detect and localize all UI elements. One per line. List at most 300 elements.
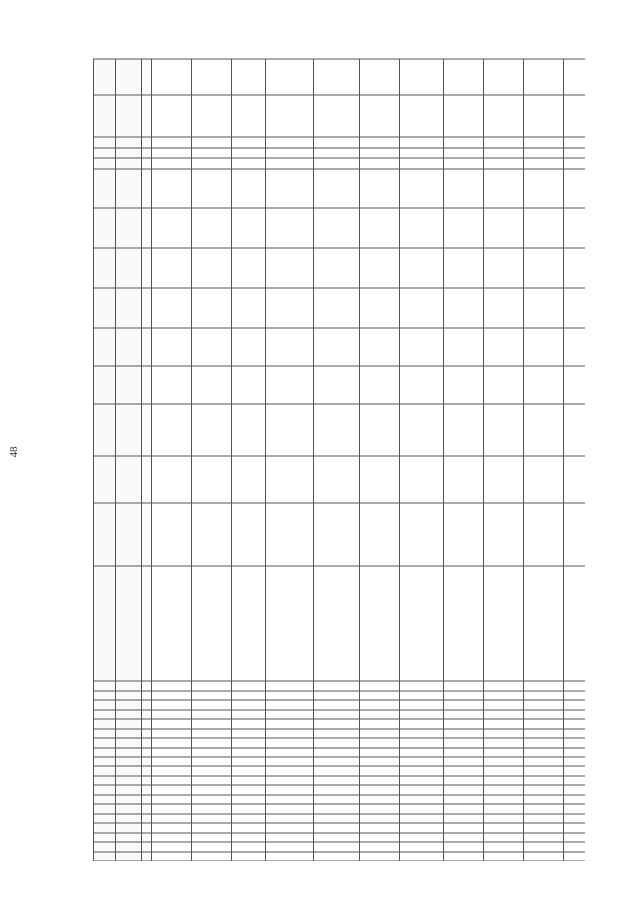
table-cell	[444, 328, 484, 366]
table-cell	[564, 59, 586, 95]
table-header-cell	[94, 95, 116, 137]
table-cell	[564, 728, 586, 737]
table-cell	[360, 502, 400, 565]
table-cell	[266, 700, 314, 709]
table-cell	[524, 208, 564, 248]
table-header-cell	[116, 757, 142, 766]
table-cell	[484, 813, 524, 822]
table-cell	[400, 403, 444, 456]
table-cell	[314, 775, 360, 784]
table-cell	[524, 719, 564, 728]
table-cell	[360, 366, 400, 404]
table-cell	[192, 728, 232, 737]
table-cell	[152, 288, 192, 328]
table-header-cell	[94, 728, 116, 737]
column-number-cell	[142, 95, 152, 137]
table-cell	[524, 757, 564, 766]
table-cell	[360, 690, 400, 699]
table-cell	[232, 813, 266, 822]
table-header-cell	[94, 328, 116, 366]
table-cell	[314, 502, 360, 565]
table-cell	[360, 681, 400, 690]
table-header-cell	[116, 168, 142, 208]
table-cell	[152, 785, 192, 794]
table-cell	[564, 168, 586, 208]
table-cell	[400, 168, 444, 208]
table-header-cell	[116, 842, 142, 851]
table-cell	[314, 794, 360, 803]
column-number-cell	[142, 813, 152, 822]
table-cell	[524, 709, 564, 718]
table-row	[314, 59, 360, 861]
table-cell	[152, 366, 192, 404]
table-cell	[564, 95, 586, 137]
table-cell	[192, 456, 232, 502]
table-cell	[400, 137, 444, 148]
table-cell	[484, 681, 524, 690]
column-number-cell	[142, 137, 152, 148]
table-cell	[314, 147, 360, 158]
table-header-cell	[116, 766, 142, 775]
table-cell	[564, 565, 586, 681]
table-header-cell	[116, 775, 142, 784]
table-header-cell	[116, 813, 142, 822]
table-cell	[564, 366, 586, 404]
table-cell	[400, 158, 444, 169]
table-cell	[266, 709, 314, 718]
column-number-cell	[142, 248, 152, 288]
table-cell	[444, 823, 484, 832]
table-cell	[444, 288, 484, 328]
table-cell	[192, 700, 232, 709]
table-header-cell	[116, 794, 142, 803]
table-cell	[232, 288, 266, 328]
table-cell	[232, 719, 266, 728]
table-cell	[314, 168, 360, 208]
table-cell	[444, 842, 484, 851]
table-cell	[192, 158, 232, 169]
table-cell	[484, 757, 524, 766]
column-number-cell	[142, 288, 152, 328]
table-cell	[314, 813, 360, 822]
table-cell	[564, 328, 586, 366]
table-cell	[314, 208, 360, 248]
table-cell	[314, 700, 360, 709]
table-cell	[564, 681, 586, 690]
table-cell	[232, 502, 266, 565]
table-cell	[266, 766, 314, 775]
table-cell	[266, 208, 314, 248]
table-cell	[360, 813, 400, 822]
table-header-cell	[116, 158, 142, 169]
table-cell	[484, 456, 524, 502]
table-cell	[192, 738, 232, 747]
table-header-cell	[94, 700, 116, 709]
table-cell	[524, 804, 564, 813]
table-cell	[192, 832, 232, 841]
column-number-cell	[142, 832, 152, 841]
table-header-cell	[116, 681, 142, 690]
table-cell	[192, 757, 232, 766]
table-row	[266, 59, 314, 861]
table-cell	[314, 757, 360, 766]
table-cell	[192, 804, 232, 813]
table-cell	[564, 851, 586, 860]
table-cell	[360, 747, 400, 756]
table-cell	[232, 95, 266, 137]
table-cell	[360, 719, 400, 728]
table-cell	[400, 700, 444, 709]
table-cell	[232, 565, 266, 681]
table-cell	[360, 95, 400, 137]
table-header-cell	[94, 158, 116, 169]
table-cell	[152, 794, 192, 803]
column-number-cell	[142, 757, 152, 766]
table-cell	[314, 158, 360, 169]
table-cell	[192, 690, 232, 699]
table-header-cell	[116, 288, 142, 328]
table-cell	[266, 794, 314, 803]
table-cell	[400, 502, 444, 565]
table-cell	[564, 747, 586, 756]
table-cell	[152, 168, 192, 208]
column-number-cell	[142, 794, 152, 803]
table-cell	[400, 738, 444, 747]
table-cell	[314, 690, 360, 699]
table-cell	[400, 823, 444, 832]
table-cell	[400, 288, 444, 328]
rotated-table-container	[93, 58, 585, 861]
table-cell	[564, 208, 586, 248]
table-cell	[524, 785, 564, 794]
table-cell	[564, 403, 586, 456]
table-header-cell	[94, 168, 116, 208]
table-cell	[152, 728, 192, 737]
table-cell	[266, 738, 314, 747]
table-cell	[524, 766, 564, 775]
table-cell	[564, 248, 586, 288]
table-cell	[152, 59, 192, 95]
table-cell	[152, 137, 192, 148]
table-cell	[360, 208, 400, 248]
table-header-cell	[116, 137, 142, 148]
table-cell	[444, 565, 484, 681]
table-cell	[564, 690, 586, 699]
table-row	[484, 59, 524, 861]
table-header-cell	[94, 288, 116, 328]
table-cell	[484, 775, 524, 784]
table-cell	[266, 747, 314, 756]
table-cell	[192, 842, 232, 851]
table-cell	[152, 328, 192, 366]
table-cell	[266, 502, 314, 565]
table-cell	[360, 794, 400, 803]
table-cell	[266, 775, 314, 784]
table-cell	[400, 775, 444, 784]
table-cell	[266, 728, 314, 737]
table-header-cell	[94, 823, 116, 832]
table-cell	[524, 832, 564, 841]
column-number-cell	[142, 147, 152, 158]
table-cell	[564, 823, 586, 832]
table-cell	[232, 681, 266, 690]
table-cell	[564, 785, 586, 794]
table-cell	[564, 147, 586, 158]
table-cell	[152, 502, 192, 565]
table-row	[232, 59, 266, 861]
table-cell	[444, 757, 484, 766]
table-cell	[266, 832, 314, 841]
column-number-cell	[142, 766, 152, 775]
table-cell	[360, 842, 400, 851]
table-header-cell	[94, 709, 116, 718]
table-cell	[444, 147, 484, 158]
table-cell	[232, 832, 266, 841]
table-cell	[400, 804, 444, 813]
table-cell	[524, 775, 564, 784]
table-cell	[192, 766, 232, 775]
table-cell	[444, 728, 484, 737]
table-cell	[524, 147, 564, 158]
table-header-cell	[116, 59, 142, 95]
table-cell	[524, 366, 564, 404]
table-cell	[484, 719, 524, 728]
table-cell	[484, 794, 524, 803]
table-cell	[564, 700, 586, 709]
table-cell	[232, 59, 266, 95]
table-header-cell	[94, 842, 116, 851]
table-cell	[232, 775, 266, 784]
table-cell	[266, 785, 314, 794]
table-cell	[314, 738, 360, 747]
table-cell	[266, 95, 314, 137]
table-header-cell	[94, 785, 116, 794]
table-cell	[400, 757, 444, 766]
table-cell	[192, 95, 232, 137]
table-cell	[152, 208, 192, 248]
table-cell	[192, 366, 232, 404]
table-cell	[524, 794, 564, 803]
table-cell	[444, 137, 484, 148]
table-cell	[232, 328, 266, 366]
table-cell	[232, 403, 266, 456]
table-cell	[444, 719, 484, 728]
table-cell	[484, 95, 524, 137]
table-cell	[524, 158, 564, 169]
column-number-cell	[142, 738, 152, 747]
table-cell	[152, 147, 192, 158]
table-cell	[400, 690, 444, 699]
table-cell	[564, 813, 586, 822]
table-cell	[400, 565, 444, 681]
column-number-cell	[142, 158, 152, 169]
table-row	[192, 59, 232, 861]
table-cell	[524, 328, 564, 366]
table-cell	[314, 366, 360, 404]
table-cell	[192, 208, 232, 248]
table-cell	[360, 328, 400, 366]
table-cell	[314, 719, 360, 728]
table-cell	[266, 851, 314, 860]
column-number-cell	[142, 366, 152, 404]
table-cell	[400, 719, 444, 728]
table-cell	[444, 775, 484, 784]
table-cell	[400, 785, 444, 794]
table-cell	[192, 137, 232, 148]
table-cell	[524, 842, 564, 851]
table-cell	[400, 747, 444, 756]
table-cell	[524, 747, 564, 756]
table-cell	[314, 95, 360, 137]
table-cell	[524, 95, 564, 137]
table-cell	[232, 738, 266, 747]
table-cell	[192, 775, 232, 784]
table-cell	[484, 59, 524, 95]
table-cell	[524, 565, 564, 681]
table-cell	[360, 403, 400, 456]
table-header-cell	[94, 59, 116, 95]
table-cell	[232, 147, 266, 158]
table-cell	[152, 248, 192, 288]
table-cell	[444, 709, 484, 718]
table-cell	[444, 59, 484, 95]
column-number-cell	[142, 502, 152, 565]
table-cell	[564, 766, 586, 775]
column-number-cell	[142, 775, 152, 784]
table-cell	[564, 709, 586, 718]
table-cell	[266, 719, 314, 728]
table-cell	[266, 59, 314, 95]
table-header-cell	[94, 851, 116, 860]
table-cell	[232, 137, 266, 148]
table-cell	[360, 248, 400, 288]
table-cell	[564, 804, 586, 813]
table-cell	[484, 288, 524, 328]
table-cell	[484, 842, 524, 851]
table-cell	[192, 328, 232, 366]
table-cell	[444, 851, 484, 860]
table-cell	[360, 766, 400, 775]
table-cell	[192, 794, 232, 803]
table-cell	[314, 137, 360, 148]
table-cell	[564, 775, 586, 784]
table-cell	[266, 842, 314, 851]
table-cell	[152, 842, 192, 851]
table-cell	[484, 502, 524, 565]
table-cell	[314, 804, 360, 813]
table-cell	[400, 709, 444, 718]
table-cell	[484, 248, 524, 288]
table-cell	[484, 804, 524, 813]
page-number: 48	[8, 446, 20, 458]
table-header-cell	[94, 766, 116, 775]
table-cell	[400, 681, 444, 690]
table-cell	[444, 502, 484, 565]
table-cell	[232, 690, 266, 699]
table-cell	[484, 208, 524, 248]
table-cell	[266, 456, 314, 502]
table-cell	[232, 168, 266, 208]
table-cell	[314, 288, 360, 328]
table-cell	[444, 738, 484, 747]
column-number-cell	[142, 747, 152, 756]
table-cell	[524, 851, 564, 860]
table-cell	[400, 832, 444, 841]
column-number-cell	[142, 208, 152, 248]
table-cell	[400, 766, 444, 775]
table-cell	[232, 728, 266, 737]
table-cell	[152, 709, 192, 718]
table-cell	[192, 502, 232, 565]
table-cell	[484, 747, 524, 756]
table-header-row	[94, 59, 116, 861]
table-cell	[152, 766, 192, 775]
table-cell	[266, 147, 314, 158]
table-header-cell	[116, 738, 142, 747]
table-cell	[232, 208, 266, 248]
table-cell	[484, 168, 524, 208]
table-cell	[232, 794, 266, 803]
table-cell	[564, 502, 586, 565]
table-cell	[266, 366, 314, 404]
table-header-cell	[94, 804, 116, 813]
table-cell	[484, 785, 524, 794]
table-cell	[484, 137, 524, 148]
table-cell	[484, 158, 524, 169]
table-cell	[152, 403, 192, 456]
table-cell	[444, 813, 484, 822]
table-row	[360, 59, 400, 861]
table-cell	[314, 456, 360, 502]
table-cell	[152, 95, 192, 137]
table-cell	[192, 719, 232, 728]
table-cell	[152, 775, 192, 784]
table-cell	[266, 565, 314, 681]
table-header-cell	[116, 248, 142, 288]
table-cell	[360, 832, 400, 841]
table-header-cell	[116, 709, 142, 718]
table-cell	[484, 403, 524, 456]
table-cell	[360, 168, 400, 208]
table-cell	[266, 681, 314, 690]
table-header-cell	[94, 794, 116, 803]
table-cell	[444, 832, 484, 841]
table-cell	[484, 700, 524, 709]
table-cell	[314, 248, 360, 288]
table-cell	[266, 403, 314, 456]
table-cell	[266, 328, 314, 366]
table-cell	[484, 851, 524, 860]
table-cell	[192, 248, 232, 288]
table-cell	[524, 823, 564, 832]
table-cell	[314, 681, 360, 690]
column-number-cell	[142, 690, 152, 699]
table-cell	[314, 851, 360, 860]
rotated-table-area	[93, 58, 585, 861]
table-cell	[266, 137, 314, 148]
table-cell	[444, 681, 484, 690]
table-cell	[360, 851, 400, 860]
table-cell	[444, 785, 484, 794]
table-cell	[444, 794, 484, 803]
column-number-cell	[142, 456, 152, 502]
column-number-cell	[142, 403, 152, 456]
table-cell	[360, 709, 400, 718]
table-cell	[266, 823, 314, 832]
table-cell	[152, 690, 192, 699]
table-cell	[152, 804, 192, 813]
table-cell	[564, 842, 586, 851]
